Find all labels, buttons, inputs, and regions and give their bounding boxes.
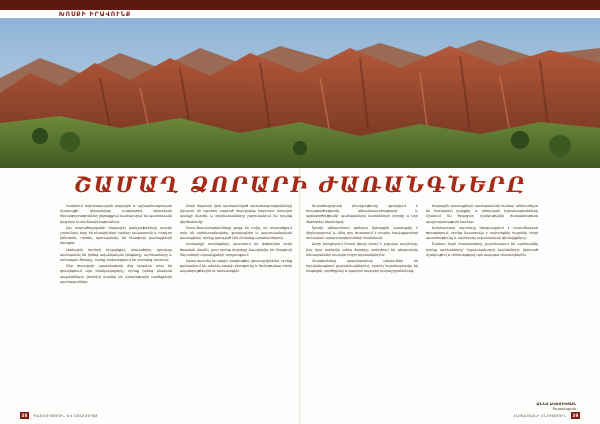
page-gutter	[299, 168, 301, 424]
page-number-left: 38	[21, 413, 28, 418]
text-column-1	[60, 204, 172, 400]
landscape-photo	[0, 18, 600, 168]
paragraph: Ժայռային կառույցների պահպանման համար անհրաժեշտ են համատեղ ջանքեր, և տեղական իշխանությունները մշակում են ծրագրեր մշակութային ժառանգության պաշտպանության համար։	[426, 204, 538, 224]
section-heading: ԽՈՍՔԻ ԻՐԱՎՈՒՆՔ	[58, 11, 132, 18]
canyon-illustration	[0, 18, 600, 168]
paragraph: Ձորի խորքերում հոսող գետը սնում է շրջակա դաշտերը, իսկ նրա ափերին աճող ծառերը ստեղծում են գեղատեսիլ տեսարաններ տարվա բոլոր եղանակներին։	[306, 242, 418, 257]
paragraph: Ուսումնասիրությունները ցույց են տվել, որ տարածքում եղել են արհեստանոցներ, ջրաղացներ և պաշտպանական կառույցներ, որոնք կապված էին միմյանց արահետներով։	[180, 225, 292, 241]
footer-right	[310, 412, 580, 422]
paragraph: Գյուղի կենտրոնում գտնվող եկեղեցին կառուցվել է միջնադարում և մինչ օրս ծառայում է որպես հավաքատեղի տոնական արարողությունների ժամանակ։	[306, 225, 418, 241]
paragraph: Լեռնային ձորերի երկայնքով տարածվող գյուղերը պահպանել են իրենց ավանդական կենցաղը, արհեստները և տոնական ծեսերը, որոնք փոխանցվում են սերնդից սերունդ։	[60, 247, 172, 263]
article-title: ՇԱՄԱՂ ՁՈՐԱՐԻ ԺԱՌԱՆԳՆԵՐԸ	[73, 172, 527, 197]
paragraph: Այսօր այստեղ են գալիս բազմաթիվ զբոսաշրջիկներ, որոնք ցանկանում են տեսնել եզակի բնությունը և ծանոթանալ տեղի ավանդույթներին ու խոհանոցին։	[180, 259, 292, 274]
footer-left-text: ՊԱՏՄՈՒԹՅՈՒՆ ԵՎ ՄՇԱԿՈՒՅԹ	[33, 413, 98, 418]
paragraph: Մեր ժողովրդի պատմության մեջ կարևոր տեղ են զբաղեցնում այն բնակավայրերը, որոնք իրենց բնական պայմանների շնորհիվ դարձել են մշակութային արժեքների պահապաններ։	[60, 264, 172, 284]
header-bar	[0, 0, 600, 10]
author-signature	[500, 402, 576, 412]
paragraph: Երիտասարդ սերունդը ներգրավվում է ուսումնական ծրագրերում, որոնց նպատակն է սովորեցնել հայրենի հողի պատմությունը և արժևորել ավանդական գիտելիքները։	[426, 225, 538, 241]
text-column-3	[306, 204, 418, 400]
text-column-2	[180, 204, 292, 400]
text-column-4	[426, 204, 538, 400]
footer-left	[20, 412, 290, 422]
paragraph: Համայնքի տարեցները պատմում են լեգենդներ ձորի ծագման մասին, ըստ որոնց ժայռերը ձևավորվել են հնագույն հերոսների սխրանքների արդյունքում։	[180, 242, 292, 257]
paragraph: Կանխում նախնադարյան ազգային և աշխարհագրական մշակույթի վերաբերյալ բազմաթիվ գիտական հետազոտություններ ընթացքում կատարվում են պատմական վայրերի ուսումնասիրություններ։	[60, 204, 172, 224]
footer-right-text: ՀԱՅԱՍՏԱՆԻ ԲՆՈՒԹՅՈՒՆ	[513, 413, 567, 418]
signature-name: ԱՆՆԱ ԱՎԵՏԻՍՅԱՆ	[536, 402, 576, 406]
signature-role: Պատմաբան	[552, 407, 576, 411]
paragraph: Այս տարածաշրջանի ժայռային լանդշաֆտները դարեր շարունակ եղել են բնակիչների համար ապաստան և հոգևոր կենտրոն, որտեղ պահպանվել են հնագույն կառույցների հետքեր։	[60, 225, 172, 246]
paragraph: Տարածաշրջանի բնակչությունը զբաղվում է հողագործությամբ, անասնապահությամբ և այգեգործությամբ՝ պահպանելով նախնիների փորձը և նոր մեթոդներ ներդնելով։	[306, 204, 418, 224]
paragraph: Հնագետները պարբերաբար պեղումներ են իրականացնում քարանձավներում, որտեղ հայտնաբերվել են խեցեղեն, գործիքներ և զարդեր տարբեր դարաշրջաններից։	[306, 259, 418, 274]
page-number-right: 39	[572, 413, 579, 418]
paragraph: Ձորի ժայռերի վրա պահպանված արձանագրությունները վկայում են այստեղ ապրած մարդկանց հարուստ մտավոր կյանքի մասին, և գիտնականները շարունակում են դրանց վերծանումը։	[180, 204, 292, 224]
paragraph: Շամաղ ձորի ժառանգները շարունակում են պահպանել իրենց արմատները՝ հպարտանալով նախնիների կերտած մշակույթով և փոխանցելով այն ապագա սերունդներին։	[426, 242, 538, 257]
